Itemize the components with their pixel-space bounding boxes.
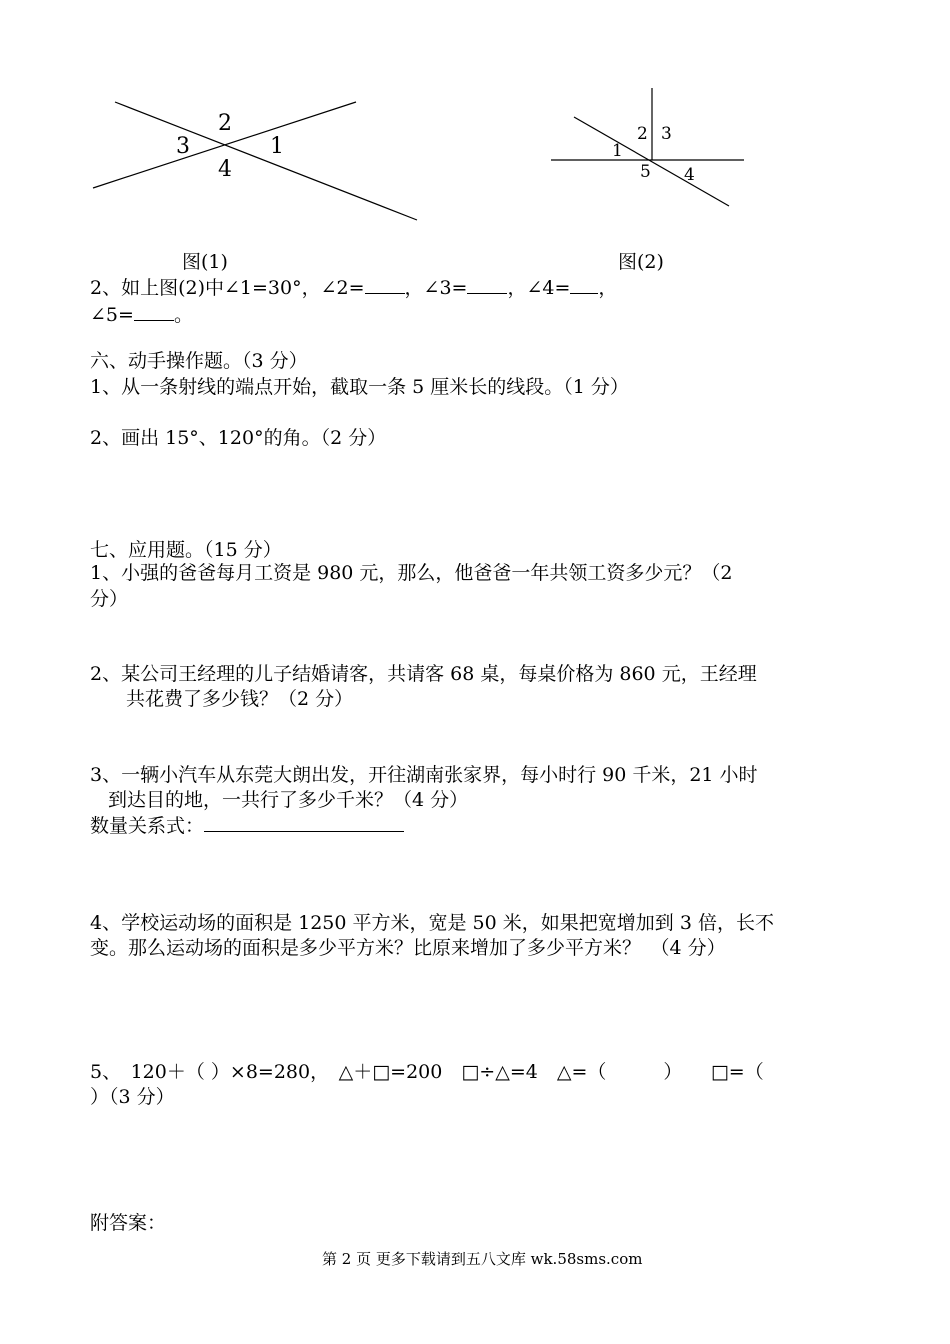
section7-q5-line1: 5、 120＋（ ）×8=280， △＋□=200 □÷△=4 △=（ ） □=（ (90, 1061, 764, 1083)
q2-prefix: 2、如上图(2)中∠1=30°，∠2= (90, 277, 365, 299)
section7-title: 七、应用题。（15 分） (90, 539, 282, 561)
section7-q3-relation (90, 811, 404, 838)
section7-q3-line1: 3、一辆小汽车从东莞大朗出发，开往湖南张家界，每小时行 90 千米，21 小时 (90, 764, 758, 786)
section7-q1-line2: 分） (90, 588, 129, 610)
section7-q2-line2: 共花费了多少钱？（2 分） (126, 688, 354, 710)
figure-1-diagram (0, 0, 950, 300)
fig2-angle-2: 2 (637, 124, 648, 144)
q2-angles-line2 (90, 300, 193, 327)
q2-line2-end: 。 (173, 304, 193, 326)
q2-angles-line1 (90, 273, 617, 300)
page-footer: 第 2 页 更多下载请到五八文库 wk.58sms.com (322, 1250, 643, 1268)
section7-q2-line1: 2、某公司王经理的儿子结婚请客，共请客 68 桌，每桌价格为 860 元，王经理 (90, 663, 757, 685)
section6-title: 六、动手操作题。（3 分） (90, 350, 308, 372)
q2-sep-c: ， (598, 277, 618, 299)
fig2-angle-3: 3 (661, 124, 672, 144)
relation-label: 数量关系式： (90, 815, 205, 837)
fig1-angle-4: 4 (218, 157, 232, 182)
fig2-angle-5: 5 (640, 162, 651, 182)
angle2-blank[interactable] (365, 274, 405, 294)
fig1-caption: 图(1) (182, 251, 228, 273)
section7-q5-line2: ）（3 分） (90, 1086, 175, 1108)
q2-line2-prefix: ∠5= (90, 304, 134, 326)
section7-q4-line2: 变。那么运动场的面积是多少平方米？比原来增加了多少平方米？ （4 分） (90, 937, 726, 959)
fig1-angle-3: 3 (176, 134, 190, 159)
section6-q2: 2、画出 15°、120°的角。（2 分） (90, 427, 387, 449)
q2-sep-b: ，∠4= (507, 277, 571, 299)
angle4-blank[interactable] (570, 274, 598, 294)
fig2-angle-1: 1 (612, 141, 623, 161)
section7-q1-line1: 1、小强的爸爸每月工资是 980 元，那么，他爸爸一年共领工资多少元？（2 (90, 562, 733, 584)
q2-sep-a: ，∠3= (404, 277, 468, 299)
relation-blank[interactable] (204, 812, 404, 832)
fig2-angle-4: 4 (684, 165, 695, 185)
fig1-line-b (115, 102, 417, 220)
section7-q3-line2: 到达目的地，一共行了多少千米？（4 分） (108, 789, 469, 811)
fig1-angle-1: 1 (270, 134, 284, 159)
fig1-angle-2: 2 (218, 111, 232, 136)
angle3-blank[interactable] (467, 274, 507, 294)
fig2-caption: 图(2) (618, 251, 664, 273)
angle5-blank[interactable] (134, 301, 174, 321)
section7-q4-line1: 4、学校运动场的面积是 1250 平方米，宽是 50 米，如果把宽增加到 3 倍，长不 (90, 912, 774, 934)
section6-q1: 1、从一条射线的端点开始，截取一条 5 厘米长的线段。（1 分） (90, 376, 629, 398)
answers-label: 附答案： (90, 1212, 167, 1234)
